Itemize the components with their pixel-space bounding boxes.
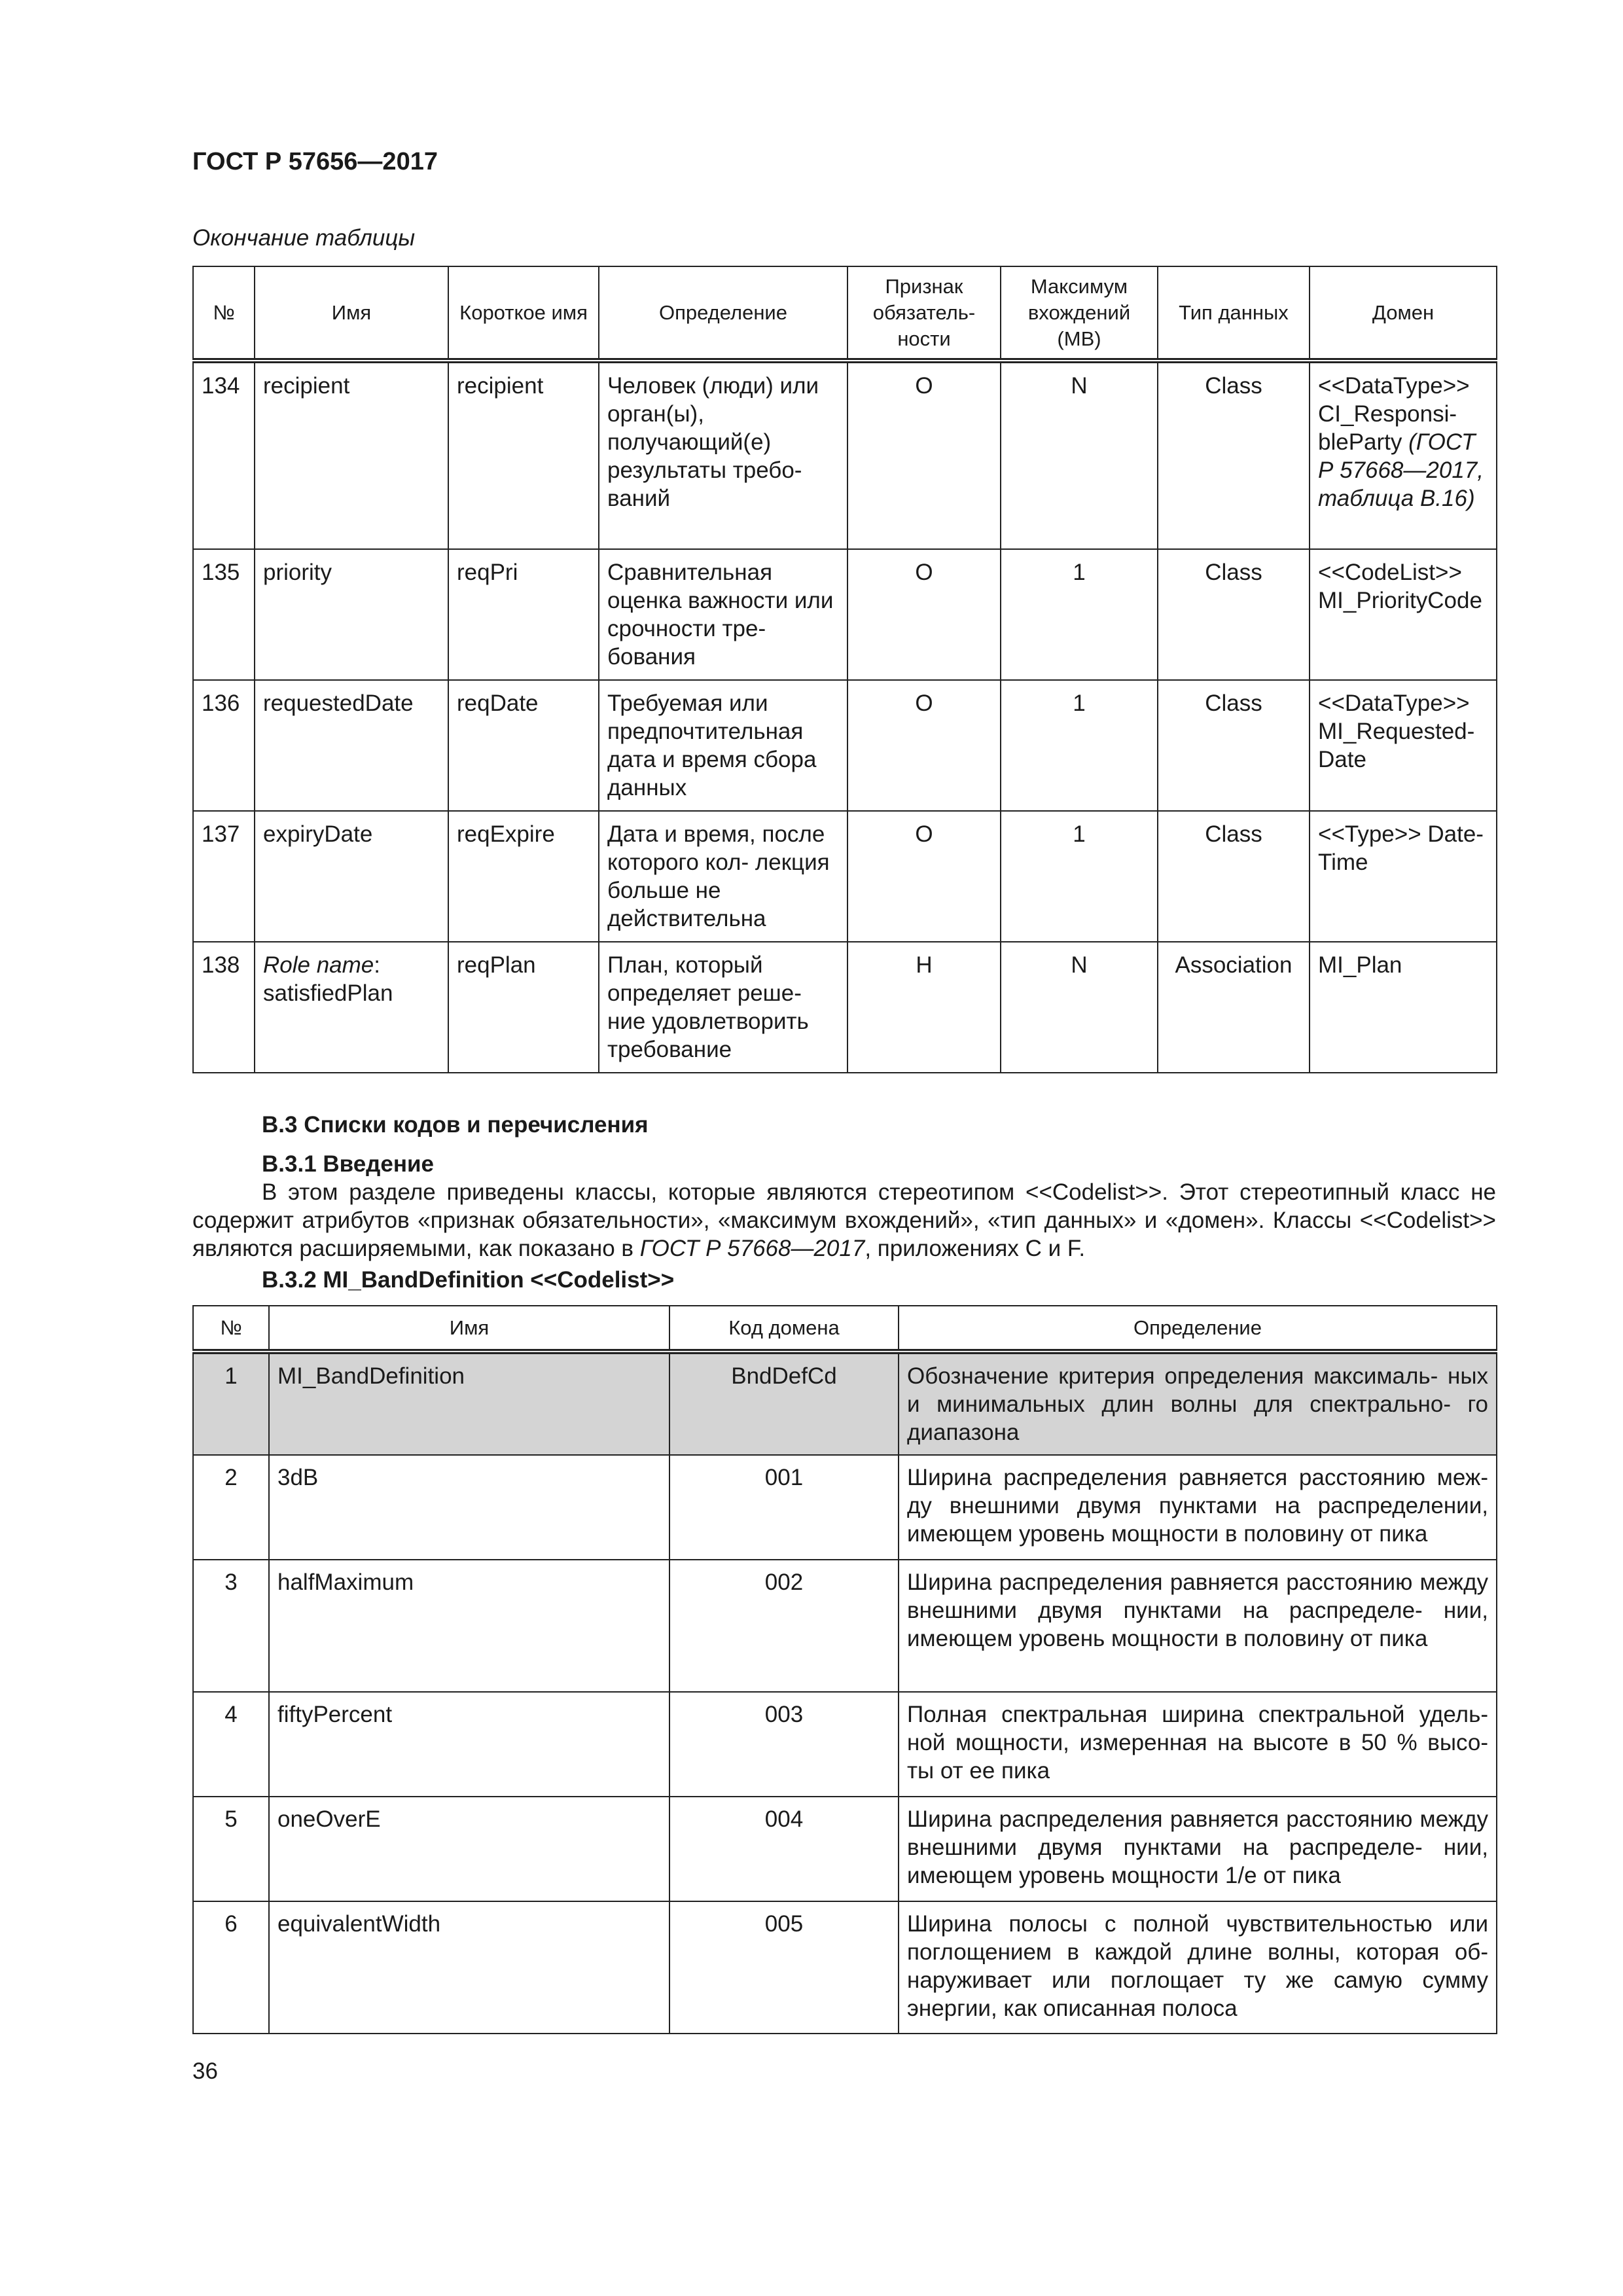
row-short-name: recipient: [448, 361, 599, 549]
row-data-type: Class: [1158, 811, 1310, 942]
row-domain: <<DataType>> MI_Requested- Date: [1310, 680, 1497, 811]
row-short-name: reqPri: [448, 549, 599, 680]
row-obligation: O: [847, 361, 1001, 549]
header-number: №: [193, 1306, 269, 1352]
row-code: BndDefCd: [669, 1352, 899, 1455]
row-definition: План, который определяет реше- ние удовлетворить требование: [599, 942, 847, 1073]
row-domain: <<Type>> Date- Time: [1310, 811, 1497, 942]
row-max-occurrence: N: [1001, 942, 1158, 1073]
header-number: №: [193, 266, 255, 361]
row-code: 003: [669, 1692, 899, 1797]
row-number: 3: [193, 1560, 269, 1692]
row-code: 002: [669, 1560, 899, 1692]
header-definition: Определение: [599, 266, 847, 361]
row-name: 3dB: [269, 1455, 669, 1560]
band-definition-table: [192, 1305, 1497, 2034]
row-data-type: Association: [1158, 942, 1310, 1073]
row-definition: Полная спектральная ширина спектральной удель- ной мощности, измеренная на высоте в 50 % высо- ты от ее пика: [899, 1692, 1497, 1797]
row-name: [255, 942, 448, 1073]
row-max-occurrence: 1: [1001, 549, 1158, 680]
row-number: 5: [193, 1797, 269, 1901]
intro-text: В этом разделе приведены классы, которые являются стереотипом <<Codelist>>. Этот стереотипный класс не содержит атрибутов «признак обязательности», «максимум вхождений», «тип данных» и «домен». Классы <<Codelist>> являются расширяемыми, как показано в: [192, 1179, 1496, 1261]
intro-paragraph: [192, 1178, 1496, 1263]
row-short-name: reqPlan: [448, 942, 599, 1073]
section-title-b3: B.3 Списки кодов и перечисления: [262, 1112, 649, 1138]
page-header: ГОСТ Р 57656—2017: [192, 148, 438, 175]
table-row: [193, 1692, 1497, 1797]
row-name: MI_BandDefinition: [269, 1352, 669, 1455]
table-row: [193, 1352, 1497, 1455]
header-definition: Определение: [899, 1306, 1497, 1352]
row-number: 137: [193, 811, 255, 942]
table-row: [193, 942, 1497, 1073]
row-max-occurrence: 1: [1001, 811, 1158, 942]
row-code: 004: [669, 1797, 899, 1901]
row-data-type: Class: [1158, 680, 1310, 811]
standard-reference: ГОСТ Р 57668—2017: [639, 1236, 865, 1261]
table-row: [193, 361, 1497, 549]
row-number: 134: [193, 361, 255, 549]
table-row: [193, 1901, 1497, 2034]
table-row: [193, 680, 1497, 811]
section-title-b31: B.3.1 Введение: [262, 1151, 434, 1177]
header-data-type: Тип данных: [1158, 266, 1310, 361]
row-definition: Ширина распределения равняется расстоянию между внешними двумя пунктами на распределе- нии, имеющем уровень мощности 1/e от пика: [899, 1797, 1497, 1901]
header-domain: Домен: [1310, 266, 1497, 361]
table-header-row: [193, 1306, 1497, 1352]
row-number: 4: [193, 1692, 269, 1797]
header-name: Имя: [269, 1306, 669, 1352]
domain-text: <<DataType>> CI_Responsi- bleParty: [1318, 373, 1470, 455]
row-number: 136: [193, 680, 255, 811]
row-max-occurrence: N: [1001, 361, 1158, 549]
table-row: [193, 549, 1497, 680]
row-obligation: O: [847, 811, 1001, 942]
row-obligation: H: [847, 942, 1001, 1073]
row-name: equivalentWidth: [269, 1901, 669, 2034]
row-data-type: Class: [1158, 361, 1310, 549]
row-name: priority: [255, 549, 448, 680]
domain-reference: (ГОСТ Р 57668—2017, таблица B.16): [1318, 429, 1484, 511]
table-caption: Окончание таблицы: [192, 225, 416, 251]
row-definition: Человек (люди) или орган(ы), получающий(е) результаты требо- ваний: [599, 361, 847, 549]
row-short-name: reqExpire: [448, 811, 599, 942]
row-domain: MI_Plan: [1310, 942, 1497, 1073]
table-row: [193, 1560, 1497, 1692]
row-definition: Обозначение критерия определения максималь- ных и минимальных длин волны для спектрально- го диапазона: [899, 1352, 1497, 1455]
header-max-occurrence: Максимум вхождений (MB): [1001, 266, 1158, 361]
row-number: 138: [193, 942, 255, 1073]
row-name: requestedDate: [255, 680, 448, 811]
table-row: [193, 811, 1497, 942]
row-domain: [1310, 361, 1497, 549]
row-data-type: Class: [1158, 549, 1310, 680]
row-name: halfMaximum: [269, 1560, 669, 1692]
row-name: oneOverE: [269, 1797, 669, 1901]
row-number: 1: [193, 1352, 269, 1455]
row-obligation: O: [847, 680, 1001, 811]
row-definition: Сравнительная оценка важности или срочности тре- бования: [599, 549, 847, 680]
row-max-occurrence: 1: [1001, 680, 1158, 811]
row-number: 2: [193, 1455, 269, 1560]
role-name-value: : satisfiedPlan: [263, 952, 393, 1006]
page-number: 36: [192, 2058, 218, 2084]
row-definition: Ширина полосы с полной чувствительностью или поглощением в каждой длине волны, которая об- наруживает или поглощает ту же самую сумму энергии, как описанная полоса: [899, 1901, 1497, 2034]
row-definition: Ширина распределения равняется расстоянию меж- ду внешними двумя пунктами на распределении, имеющем уровень мощности в половину от пика: [899, 1455, 1497, 1560]
header-name: Имя: [255, 266, 448, 361]
row-definition: Дата и время, после которого кол- лекция больше не действительна: [599, 811, 847, 942]
row-definition: Требуемая или предпочтительная дата и время сбора данных: [599, 680, 847, 811]
row-domain: <<CodeList>> MI_PriorityCode: [1310, 549, 1497, 680]
section-title-b32: B.3.2 MI_BandDefinition <<Codelist>>: [262, 1267, 675, 1293]
row-number: 6: [193, 1901, 269, 2034]
header-domain-code: Код домена: [669, 1306, 899, 1352]
role-name-label: Role name: [263, 952, 374, 978]
table-header-row: [193, 266, 1497, 361]
row-definition: Ширина распределения равняется расстоянию между внешними двумя пунктами на распределе- нии, имеющем уровень мощности в половину от пика: [899, 1560, 1497, 1692]
table-row: [193, 1455, 1497, 1560]
row-name: fiftyPercent: [269, 1692, 669, 1797]
attributes-table: [192, 266, 1497, 1073]
row-short-name: reqDate: [448, 680, 599, 811]
intro-text-end: , приложениях C и F.: [865, 1236, 1086, 1261]
row-code: 001: [669, 1455, 899, 1560]
header-obligation: Признак обязатель- ности: [847, 266, 1001, 361]
row-obligation: O: [847, 549, 1001, 680]
row-name: recipient: [255, 361, 448, 549]
row-number: 135: [193, 549, 255, 680]
table-row: [193, 1797, 1497, 1901]
row-name: expiryDate: [255, 811, 448, 942]
row-code: 005: [669, 1901, 899, 2034]
header-short-name: Короткое имя: [448, 266, 599, 361]
